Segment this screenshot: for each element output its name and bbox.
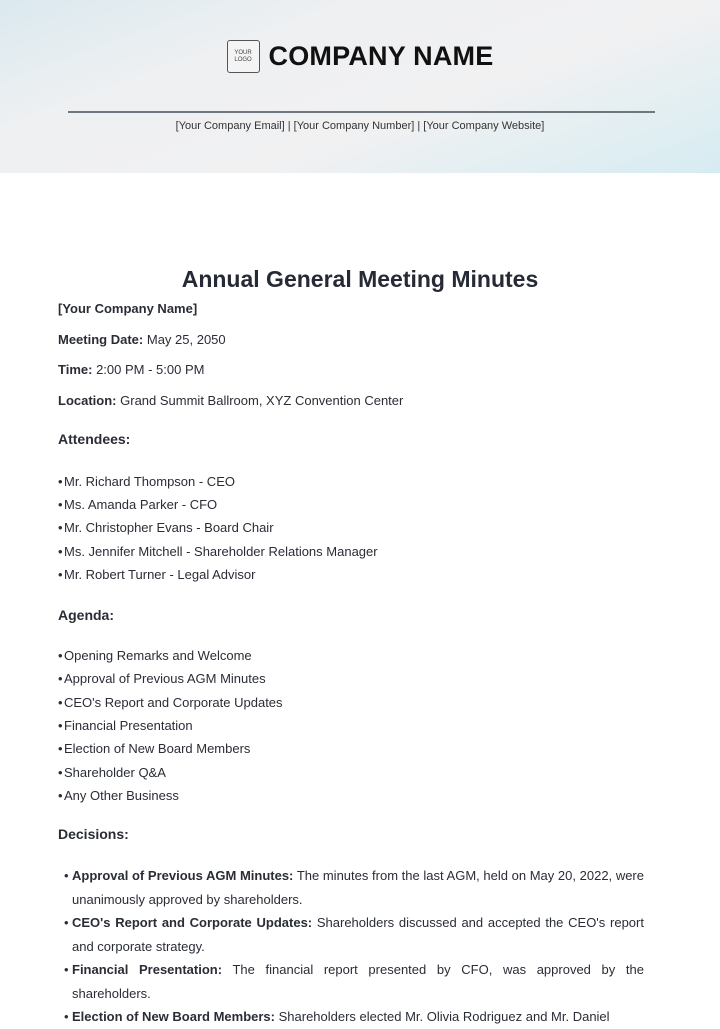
list-item: • CEO's Report and Corporate Updates bbox=[64, 695, 283, 710]
list-item: • Ms. Amanda Parker - CFO bbox=[64, 497, 217, 512]
decision-item: • Financial Presentation: The financial report presented by CFO, was approved by the shareholders. bbox=[72, 958, 644, 1005]
list-item: • Mr. Christopher Evans - Board Chair bbox=[64, 520, 274, 535]
list-item: • Financial Presentation bbox=[64, 718, 193, 733]
list-item: • Ms. Jennifer Mitchell - Shareholder Relations Manager bbox=[64, 544, 378, 559]
brand bbox=[0, 40, 720, 73]
decisions-heading: Decisions: bbox=[58, 826, 129, 842]
decision-item: • Approval of Previous AGM Minutes: The minutes from the last AGM, held on May 20, 2022, were unanimously approved by shareholders. bbox=[72, 864, 644, 911]
list-item: • Shareholder Q&A bbox=[64, 765, 166, 780]
attendees-heading: Attendees: bbox=[58, 431, 131, 447]
meeting-location: Location: Grand Summit Ballroom, XYZ Convention Center bbox=[58, 393, 404, 408]
meeting-time: Time: 2:00 PM - 5:00 PM bbox=[58, 362, 205, 377]
list-item: • Mr. Richard Thompson - CEO bbox=[64, 474, 235, 489]
decision-item: • Election of New Board Members: Shareholders elected Mr. Olivia Rodriguez and Mr. Daniel bbox=[72, 1005, 644, 1029]
agenda-heading: Agenda: bbox=[58, 607, 114, 623]
company-placeholder: [Your Company Name] bbox=[58, 301, 198, 316]
company-name: COMPANY NAME bbox=[268, 41, 494, 71]
list-item: • Approval of Previous AGM Minutes bbox=[64, 671, 266, 686]
logo-placeholder: YOUR LOGO bbox=[227, 40, 260, 73]
decision-item: • CEO's Report and Corporate Updates: Shareholders discussed and accepted the CEO's report and corporate strategy. bbox=[72, 911, 644, 958]
list-item: • Election of New Board Members bbox=[64, 741, 250, 756]
divider bbox=[68, 111, 655, 113]
list-item: • Mr. Robert Turner - Legal Advisor bbox=[64, 567, 255, 582]
list-item: • Opening Remarks and Welcome bbox=[64, 648, 252, 663]
contact-info: [Your Company Email] | [Your Company Number] | [Your Company Website] bbox=[175, 120, 545, 132]
list-item: • Any Other Business bbox=[64, 788, 179, 803]
page-title: Annual General Meeting Minutes bbox=[181, 266, 539, 292]
meeting-date: Meeting Date: May 25, 2050 bbox=[58, 332, 226, 347]
letterhead bbox=[0, 0, 720, 173]
